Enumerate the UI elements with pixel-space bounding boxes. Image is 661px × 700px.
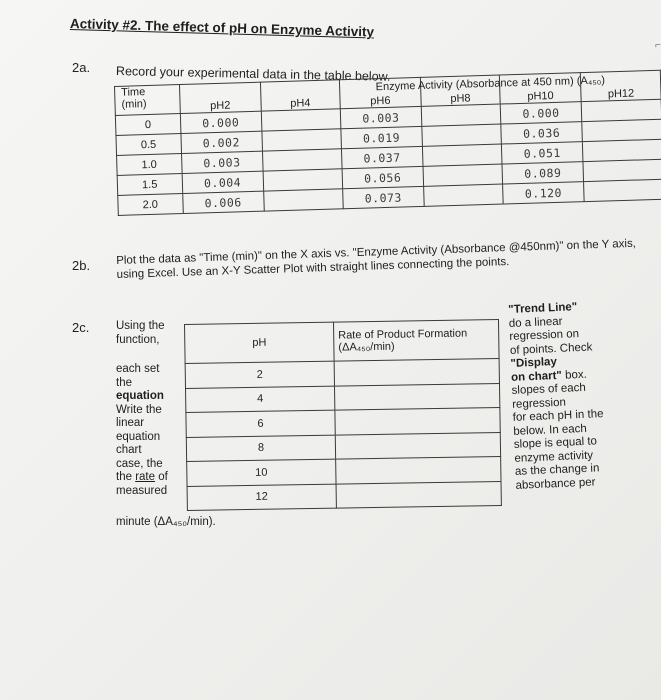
rate-table-header [185,320,500,364]
time-cell: 1.0 [117,154,182,176]
rate-table [184,319,502,511]
value-cell[interactable]: 0.036 [501,122,583,144]
ph6-header: pH6 [339,77,421,108]
value-cell[interactable]: 0.019 [341,126,423,148]
question-2c-number: 2c. [72,320,90,335]
value-cell[interactable]: 0.051 [501,142,583,164]
value-cell[interactable]: 0.120 [503,182,585,204]
value-cell[interactable] [423,164,503,186]
value-cell[interactable]: 0.002 [181,131,263,153]
ph10-header: pH10 [499,73,581,104]
enzyme-activity-header: Enzyme Activity (Absorbance at 450 nm) (A₄₅₀) [375,74,606,94]
value-cell[interactable] [584,179,661,201]
question-2b-text: Plot the data as "Time (min)" on the X axis vs. "Enzyme Activity (Absorbance @450nm)" on the Y axis, using Excel. Use an X-Y Scatter Plot with straight lines connecting the points. [116,237,637,281]
activity-title: Activity #2. The effect of pH on Enzyme Activity [69,16,375,40]
bottom-note: minute (ΔA₄₅₀/min). [116,516,216,528]
question-2c-left-text-b: each set the equation Write the linear equation chart case, the the rate of measured [116,363,168,497]
value-cell[interactable] [422,124,502,146]
value-cell[interactable] [582,139,661,161]
value-cell[interactable] [583,159,661,181]
time-cell: 2.0 [118,194,183,216]
value-cell[interactable] [262,149,342,171]
ph-header: pH [185,322,335,363]
question-2a-number: 2a. [72,60,91,75]
value-cell[interactable]: 0.056 [342,166,424,188]
rate-value-cell[interactable] [335,408,500,435]
ph-value-cell: 8 [186,435,335,462]
value-cell[interactable] [261,109,341,131]
question-2c-left-text-a: Using the function, [116,320,165,346]
rate-header: Rate of Product Formation (ΔA₄₅₀/min) [333,320,499,362]
value-cell[interactable] [422,144,502,166]
time-header: Time (min) [115,85,180,116]
value-cell[interactable] [262,129,342,151]
value-cell[interactable] [581,99,661,121]
edge-mark: ⌐ [655,40,661,51]
value-cell[interactable] [582,119,661,141]
value-cell[interactable]: 0.003 [181,151,263,173]
value-cell[interactable] [424,184,504,206]
ph-value-cell: 12 [187,484,336,511]
value-cell[interactable]: 0.000 [500,102,582,124]
question-2a-text: Record your experimental data in the table below. [115,64,391,84]
ph-value-cell: 2 [185,361,334,388]
question-2b-number: 2b. [72,258,91,273]
ph8-header: pH8 [420,75,500,106]
time-cell: 1.5 [117,174,182,196]
value-cell[interactable]: 0.006 [182,191,264,213]
rate-value-cell[interactable] [334,383,499,410]
ph-value-cell: 6 [186,410,335,437]
ph-value-cell: 4 [186,386,335,413]
rate-value-cell[interactable] [335,432,500,459]
experimental-data-table [114,70,661,216]
value-cell[interactable]: 0.073 [342,186,424,208]
value-cell[interactable]: 0.089 [502,162,584,184]
rate-value-cell[interactable] [336,481,501,508]
value-cell[interactable] [263,169,343,191]
value-cell[interactable] [263,189,343,211]
time-cell: 0 [115,114,180,136]
ph4-header: pH4 [260,80,340,111]
value-cell[interactable]: 0.037 [341,146,423,168]
ph2-header: pH2 Enzyme Activity (Absorbance at 450 nm) (A₄₅₀) [179,82,261,113]
time-cell: 0.5 [116,134,181,156]
question-2c-right-text: "Trend Line" do a linear regression on of points. Check "Display on chart" box. slopes of each regression for each pH in the below. In each slope is equal to enzyme activity as the change in absorbance per [508,301,604,492]
ph12-header: pH12 [580,70,661,101]
value-cell[interactable]: 0.003 [340,106,422,128]
rate-value-cell[interactable] [334,359,499,386]
value-cell[interactable]: 0.000 [180,111,262,133]
ph-value-cell: 10 [187,459,336,486]
rate-value-cell[interactable] [336,457,501,484]
value-cell[interactable] [421,104,501,126]
value-cell[interactable]: 0.004 [182,171,264,193]
table-row [187,481,501,510]
